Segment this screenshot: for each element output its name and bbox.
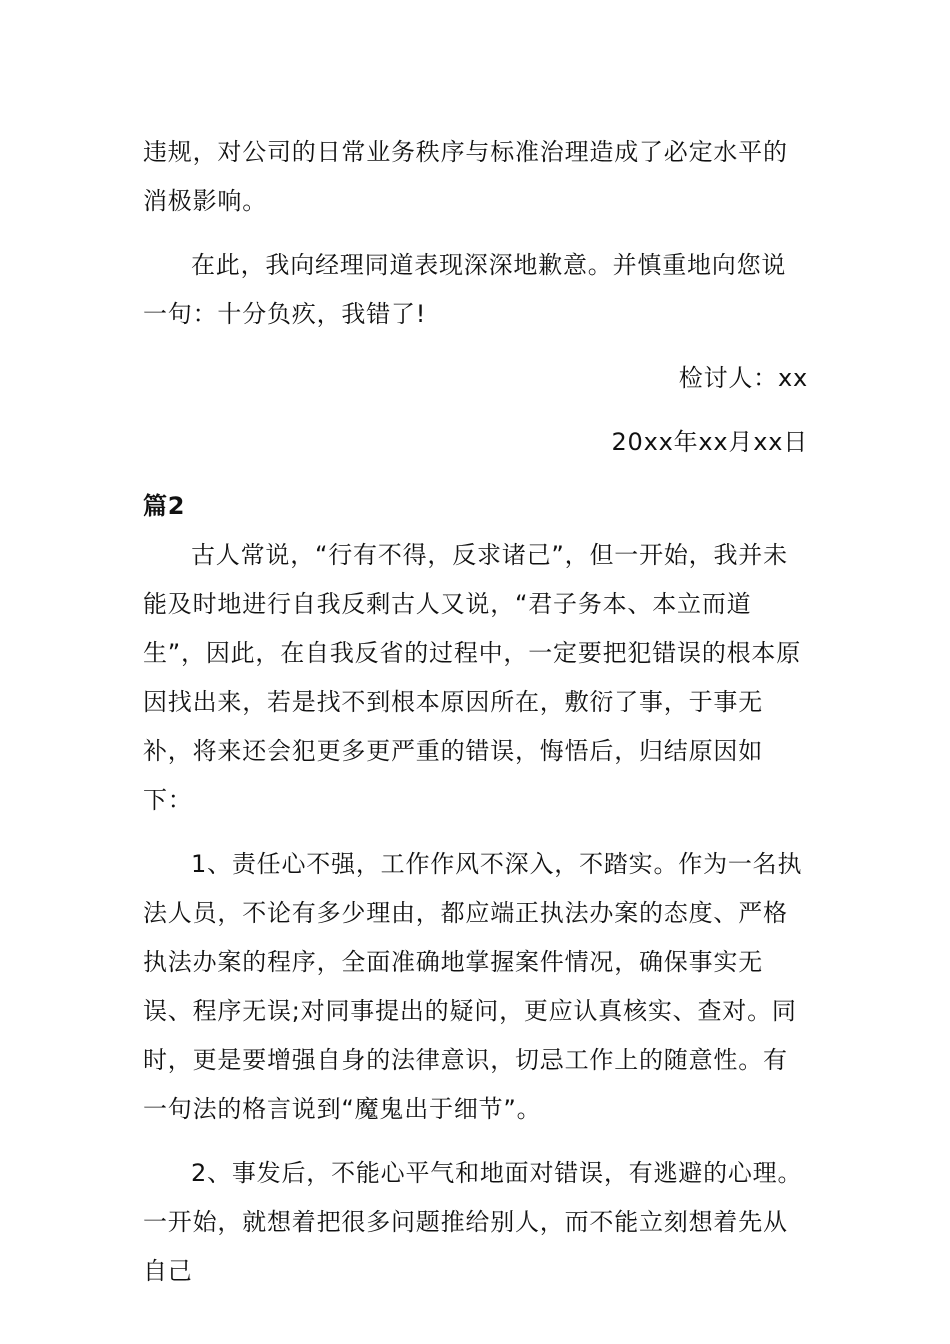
- document-body: [143, 128, 808, 1296]
- paragraph-point-1: 1、责任心不强，工作作风不深入，不踏实。作为一名执法人员，不论有多少理由，都应端正执法办案的态度、严格执法办案的程序，全面准确地掌握案件情况，确保事实无误、程序无误;对同事提出的疑问，更应认真核实、查对。同时，更是要增强自身的法律意识，切忌工作上的随意性。有一句法的格言说到“魔鬼出于细节”。: [143, 850, 803, 1123]
- signature-line: 检讨人：xx: [678, 364, 808, 392]
- paragraph-apology: 在此，我向经理同道表现深深地歉意。并慎重地向您说一句：十分负疚，我错了!: [143, 251, 787, 328]
- section-heading: 篇2: [143, 492, 186, 520]
- paragraph-point-2: 2、事发后，不能心平气和地面对错误，有逃避的心理。一开始，就想着把很多问题推给别人，而不能立刻想着先从自己: [143, 1159, 803, 1285]
- date-line: 20xx年xx月xx日: [611, 428, 808, 456]
- paragraph-continuation: 违规，对公司的日常业务秩序与标准治理造成了必定水平的消极影响。: [143, 138, 788, 215]
- paragraph-intro: 古人常说，“行有不得，反求诸己”，但一开始，我并未能及时地进行自我反剩古人又说，“君子务本、本立而道生”，因此，在自我反省的过程中，一定要把犯错误的根本原因找出来，若是找不到根本原因所在，敷衍了事，于事无补，将来还会犯更多更严重的错误，悔悟后，归结原因如下：: [143, 541, 802, 814]
